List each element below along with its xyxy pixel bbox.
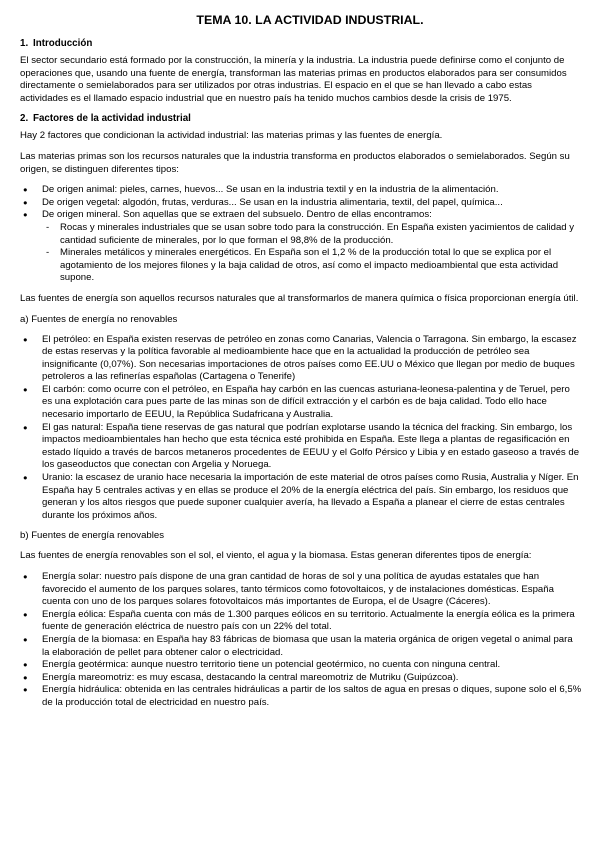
mineral-sublist: [42, 222, 582, 285]
section-title: Factores de la actividad industrial: [33, 113, 191, 125]
sublist-item: - Rocas y minerales industriales que se usan sobre todo para la construcción. En España existen yacimientos de calidad y cantidad suficiente de minerales, por lo que forman el 98,8% de la producción.: [42, 222, 582, 247]
sublist-item: - Minerales metálicos y minerales energéticos. En España son el 1,2 % de la producción total lo que se explica por el agotamiento de los mejores filones y la baja calidad de otros, así como el impacto medioambiental que esta actividad supone.: [42, 247, 582, 285]
list-item: ● Energía de la biomasa: en España hay 83 fábricas de biomasa que usan la materia orgánica de origen vegetal o animal para la elaboración de pellet para obtener calor o electricidad.: [20, 634, 582, 659]
renewable-list: [20, 571, 582, 710]
list-item: ● Uranio: la escasez de uranio hace necesaria la importación de este material de otros países como Rusia, Australia y Níger. En España hay 5 centrales activas y en ellas se produce el 20% de la energía eléctrica del país. Sin embargo, los residuos que generan y los altos riesgos que puede suponer cualquier avería, ha llevado a España a planear el cierre de estas centrales durante los próximos años.: [20, 472, 582, 522]
section-number: 2.: [20, 113, 29, 125]
list-item: ● Energía eólica: España cuenta con más de 1.300 parques eólicos en su territorio. Actualmente la energía eólica es la primera fuente de generación eléctrica de nuestro país con un 22% del total.: [20, 609, 582, 634]
list-item: ● El gas natural: España tiene reservas de gas natural que podrían explotarse usando la técnica del fracking. Sin embargo, los impactos medioambientales han hecho que esta técnica esté prohibida en España. Este llega a plantas de regasificación en estado líquido a través de barcos metaneros procedentes de EEUU y el Golfo Pérsico y Libia y en estado gaseoso a través de los gaseoductos que conectan con Argelia y Noruega.: [20, 422, 582, 472]
section-heading-introduccion: [20, 38, 582, 50]
list-item: ● Energía mareomotriz: es muy escasa, destacando la central mareomotriz de Mutriku (Guipúzcoa).: [20, 672, 582, 685]
intro-paragraph: El sector secundario está formado por la construcción, la minería y la industria. La industria puede definirse como el conjunto de operaciones que, usando una fuente de energía, transforman las materias primas en productos elaborados para ser consumidos directamente o semielaborados para ser utilizados por otras industrias. El espacio en el que se han llevado a cabo estas actividades es el llamado espacio industrial que en nuestro país ha tenido muchos cambios desde la crisis de 1975.: [20, 55, 567, 104]
section-title: Introducción: [33, 38, 93, 49]
list-item: ● El carbón: como ocurre con el petróleo, en España hay carbón en las cuencas asturiana-leonesa-palentina y de Teruel, pero es una explotación cara pues parte de las minas son de difícil extracción y el carbón es de baja calidad. Todo ello hace necesario importarlo de EEUU, la República Sudafricana y Australia.: [20, 384, 582, 422]
list-item: ● De origen animal: pieles, carnes, huevos... Se usan en la industria textil y en la industria de la alimentación.: [20, 184, 582, 197]
nonrenewable-list: [20, 334, 582, 523]
renovables-paragraph: Las fuentes de energía renovables son el sol, el viento, el agua y la biomasa. Estas generan diferentes tipos de energía:: [20, 550, 532, 562]
list-item: ● El petróleo: en España existen reservas de petróleo en zonas como Canarias, Valencia o Tarragona. Sin embargo, la escasez de estas reservas y la política favorable al medioambiente hace que en la actualidad la producción de petróleo sea insignificante (0,07%). Son necesarias importaciones de otros países como EE.UU o México que llegan por medio de buques petroleros a las refinerías españolas (Cartagena o Tenerife): [20, 334, 582, 384]
list-item: ● Energía hidráulica: obtenida en las centrales hidráulicas a partir de los saltos de agua en presas o diques, supone solo el 6,5% de la producción total de electricidad en nuestro país.: [20, 684, 582, 709]
list-item: ● Energía geotérmica: aunque nuestro territorio tiene un potencial geotérmico, no cuenta con ninguna central.: [20, 659, 582, 672]
section-heading-factores: [20, 113, 582, 125]
list-item: ● Energía solar: nuestro país dispone de una gran cantidad de horas de sol y una política de ayudas estatales que han favorecido el aumento de los parques solares, tanto térmicos como fotovoltaicos, y de instalaciones domésticas. España cuenta con uno de los parques solares fotovoltaicos más importantes de Europa, el de Usagre (Cáceres).: [20, 571, 582, 609]
document-page: [20, 13, 582, 718]
origin-list: [20, 184, 582, 285]
subheading-no-renovables: a) Fuentes de energía no renovables: [20, 313, 178, 325]
list-item: [20, 209, 582, 285]
list-item-text: De origen mineral. Son aquellas que se extraen del subsuelo. Dentro de ellas encontramos:: [42, 209, 432, 221]
document-title: TEMA 10. LA ACTIVIDAD INDUSTRIAL.: [196, 13, 424, 27]
factores-paragraph: Hay 2 factores que condicionan la actividad industrial: las materias primas y las fuentes de energía.: [20, 130, 443, 142]
section-number: 1.: [20, 38, 29, 49]
fuentes-energia-paragraph: Las fuentes de energía son aquellos recursos naturales que al transformarlos de manera química o física proporcionan energía útil.: [20, 292, 579, 304]
list-item: ● De origen vegetal: algodón, frutas, verduras... Se usan en la industria alimentaria, textil, del papel, química...: [20, 197, 582, 210]
materias-primas-paragraph: Las materias primas son los recursos naturales que la industria transforma en productos elaborados o semielaborados. Según su origen, se distinguen diferentes tipos:: [20, 150, 570, 175]
subheading-renovables: b) Fuentes de energía renovables: [20, 530, 164, 542]
